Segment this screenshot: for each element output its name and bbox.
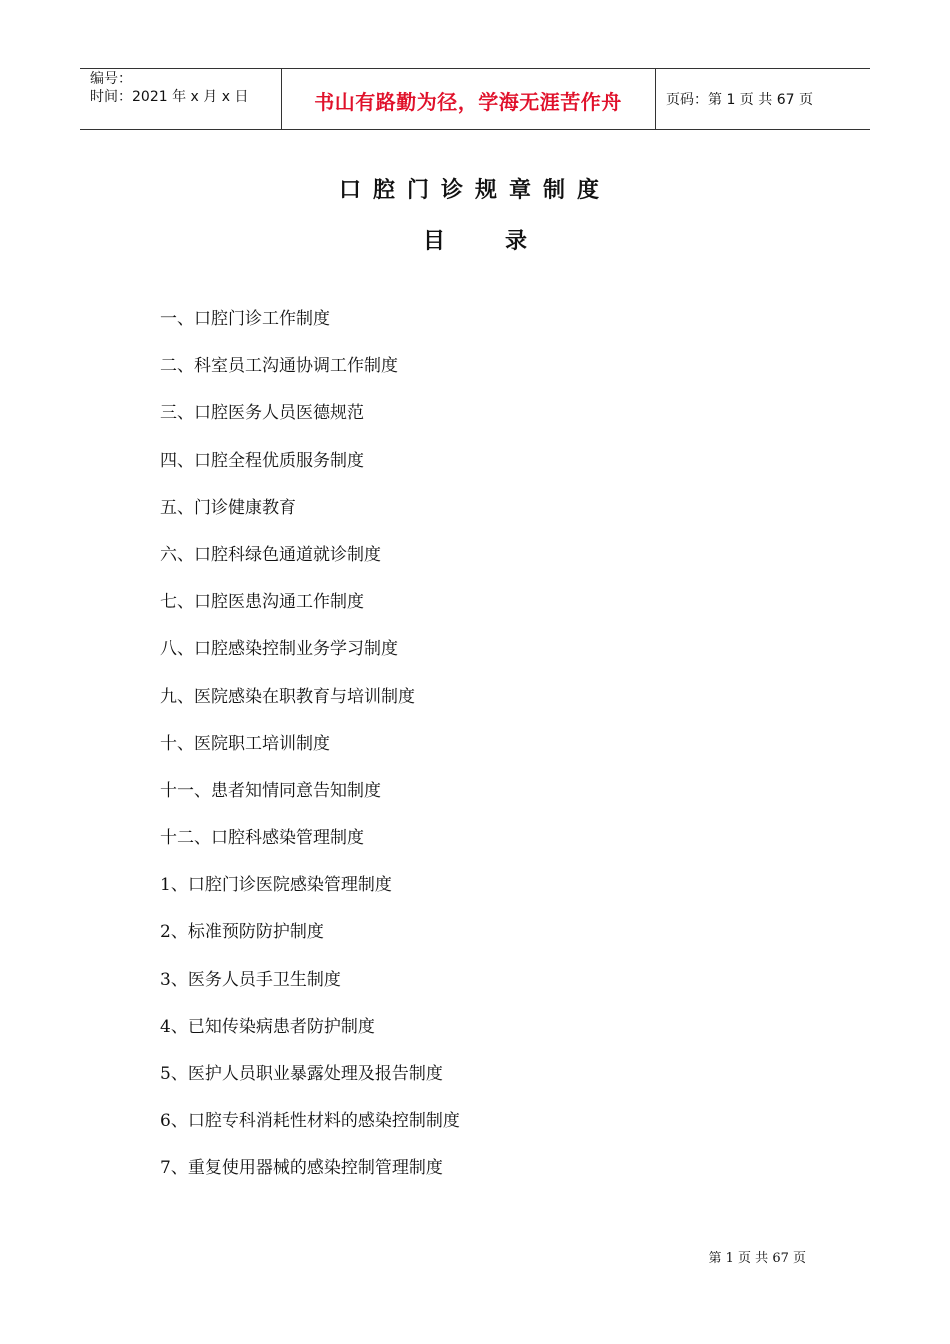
toc-item: 7、重复使用器械的感染控制管理制度 xyxy=(160,1158,443,1179)
toc-item: 3、医务人员手卫生制度 xyxy=(160,969,341,990)
toc-heading: 目录 xyxy=(422,229,587,254)
toc-item: 二、科室员工沟通协调工作制度 xyxy=(160,356,398,377)
toc-item: 三、口腔医务人员医德规范 xyxy=(160,403,364,424)
header-motto-cell xyxy=(281,69,656,129)
toc-item: 2、标准预防防护制度 xyxy=(160,922,324,943)
toc-item: 4、已知传染病患者防护制度 xyxy=(160,1016,375,1037)
toc-item: 十、医院职工培训制度 xyxy=(160,733,330,754)
document-title: 口腔门诊规章制度 xyxy=(338,178,611,203)
toc-item: 六、口腔科绿色通道就诊制度 xyxy=(160,544,381,565)
toc-item: 五、门诊健康教育 xyxy=(160,497,296,518)
header-page-cell xyxy=(656,69,870,129)
motto-text: 书山有路勤为径，学海无涯苦作舟 xyxy=(314,90,622,114)
time-label: 时间：2021 年 x 月 x 日 xyxy=(90,89,249,105)
toc-item: 四、口腔全程优质服务制度 xyxy=(160,450,364,471)
page-footer: 第 1 页 共 67 页 xyxy=(708,1251,806,1266)
toc-item: 6、口腔专科消耗性材料的感染控制制度 xyxy=(160,1111,460,1132)
toc-item: 七、口腔医患沟通工作制度 xyxy=(160,592,364,613)
page-header xyxy=(80,68,870,130)
page-code: 页码：第 1 页 共 67 页 xyxy=(666,92,813,108)
number-label: 编号： xyxy=(90,71,132,87)
toc-item: 1、口腔门诊医院感染管理制度 xyxy=(160,875,392,896)
toc-item: 十一、患者知情同意告知制度 xyxy=(160,780,381,801)
toc-item: 一、口腔门诊工作制度 xyxy=(160,309,330,329)
table-of-contents xyxy=(160,304,460,1201)
header-info-cell xyxy=(80,69,282,129)
toc-item: 八、口腔感染控制业务学习制度 xyxy=(160,639,398,660)
toc-item: 九、医院感染在职教育与培训制度 xyxy=(160,686,415,707)
toc-item: 5、医护人员职业暴露处理及报告制度 xyxy=(160,1064,443,1084)
toc-item: 十二、口腔科感染管理制度 xyxy=(160,828,364,849)
